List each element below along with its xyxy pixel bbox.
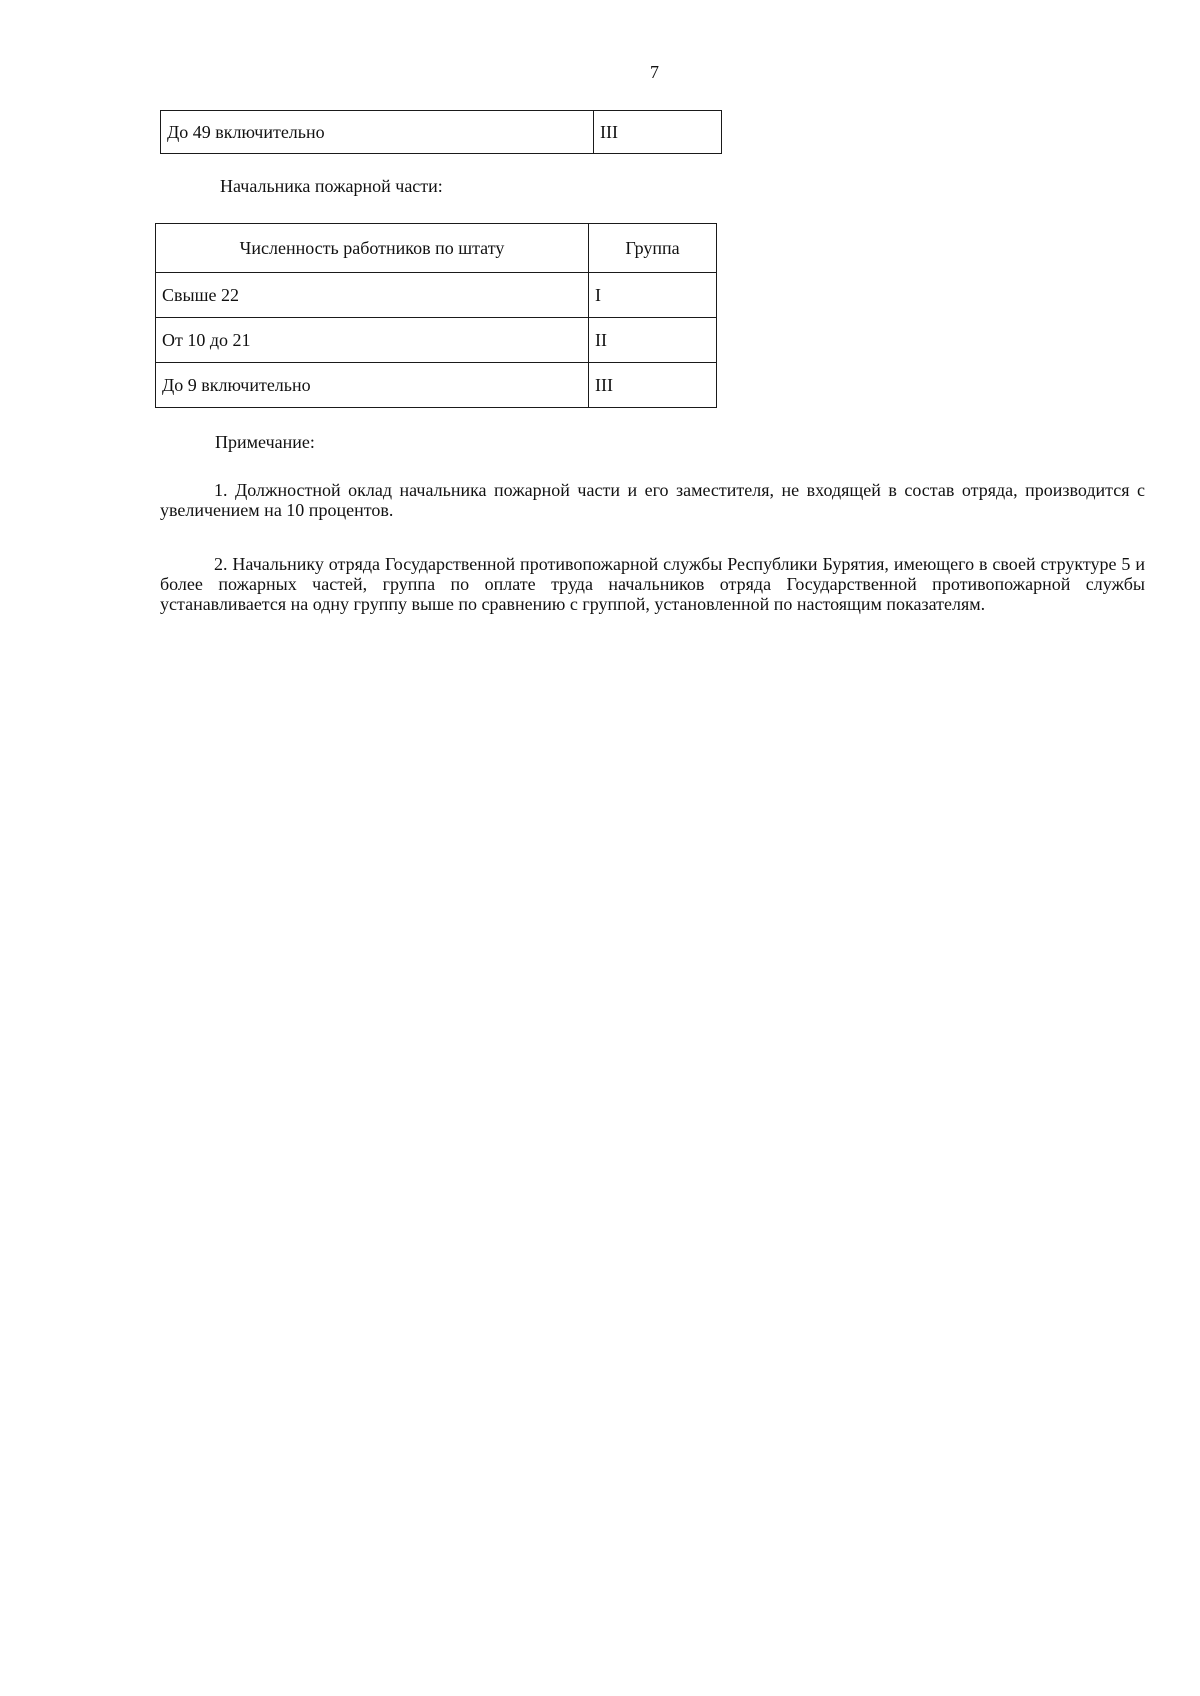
continued-group-table	[160, 110, 722, 154]
note-title: Примечание:	[215, 432, 315, 452]
table-row	[161, 111, 722, 154]
table-cell-count: Свыше 22	[156, 273, 589, 318]
section-heading: Начальника пожарной части:	[220, 176, 443, 196]
table-cell-group: III	[594, 111, 722, 154]
table-header-row	[156, 224, 717, 273]
table-cell-count: От 10 до 21	[156, 318, 589, 363]
table-cell-count: До 49 включительно	[161, 111, 594, 154]
table-cell-group: I	[589, 273, 717, 318]
table-row	[156, 273, 717, 318]
table-cell-count: До 9 включительно	[156, 363, 589, 408]
column-header-staff-count: Численность работников по штату	[156, 224, 589, 273]
note-paragraph-1: 1. Должностной оклад начальника пожарной части и его заместителя, не входящей в состав отряда, производится с увеличением на 10 процентов.	[160, 480, 1145, 520]
note-paragraph-2: 2. Начальнику отряда Государственной противопожарной службы Республики Бурятия, имеющего в своей структуре 5 и более пожарных частей, группа по оплате труда начальников отряда Государственной противопожарной службы устанавливается на одну группу выше по сравнению с группой, установленной по настоящим показателям.	[160, 554, 1145, 614]
table-cell-group: III	[589, 363, 717, 408]
table-row	[156, 363, 717, 408]
fire-station-chief-group-table	[155, 223, 717, 408]
page-number: 7	[650, 62, 659, 82]
table-row	[156, 318, 717, 363]
table-cell-group: II	[589, 318, 717, 363]
column-header-group: Группа	[589, 224, 717, 273]
